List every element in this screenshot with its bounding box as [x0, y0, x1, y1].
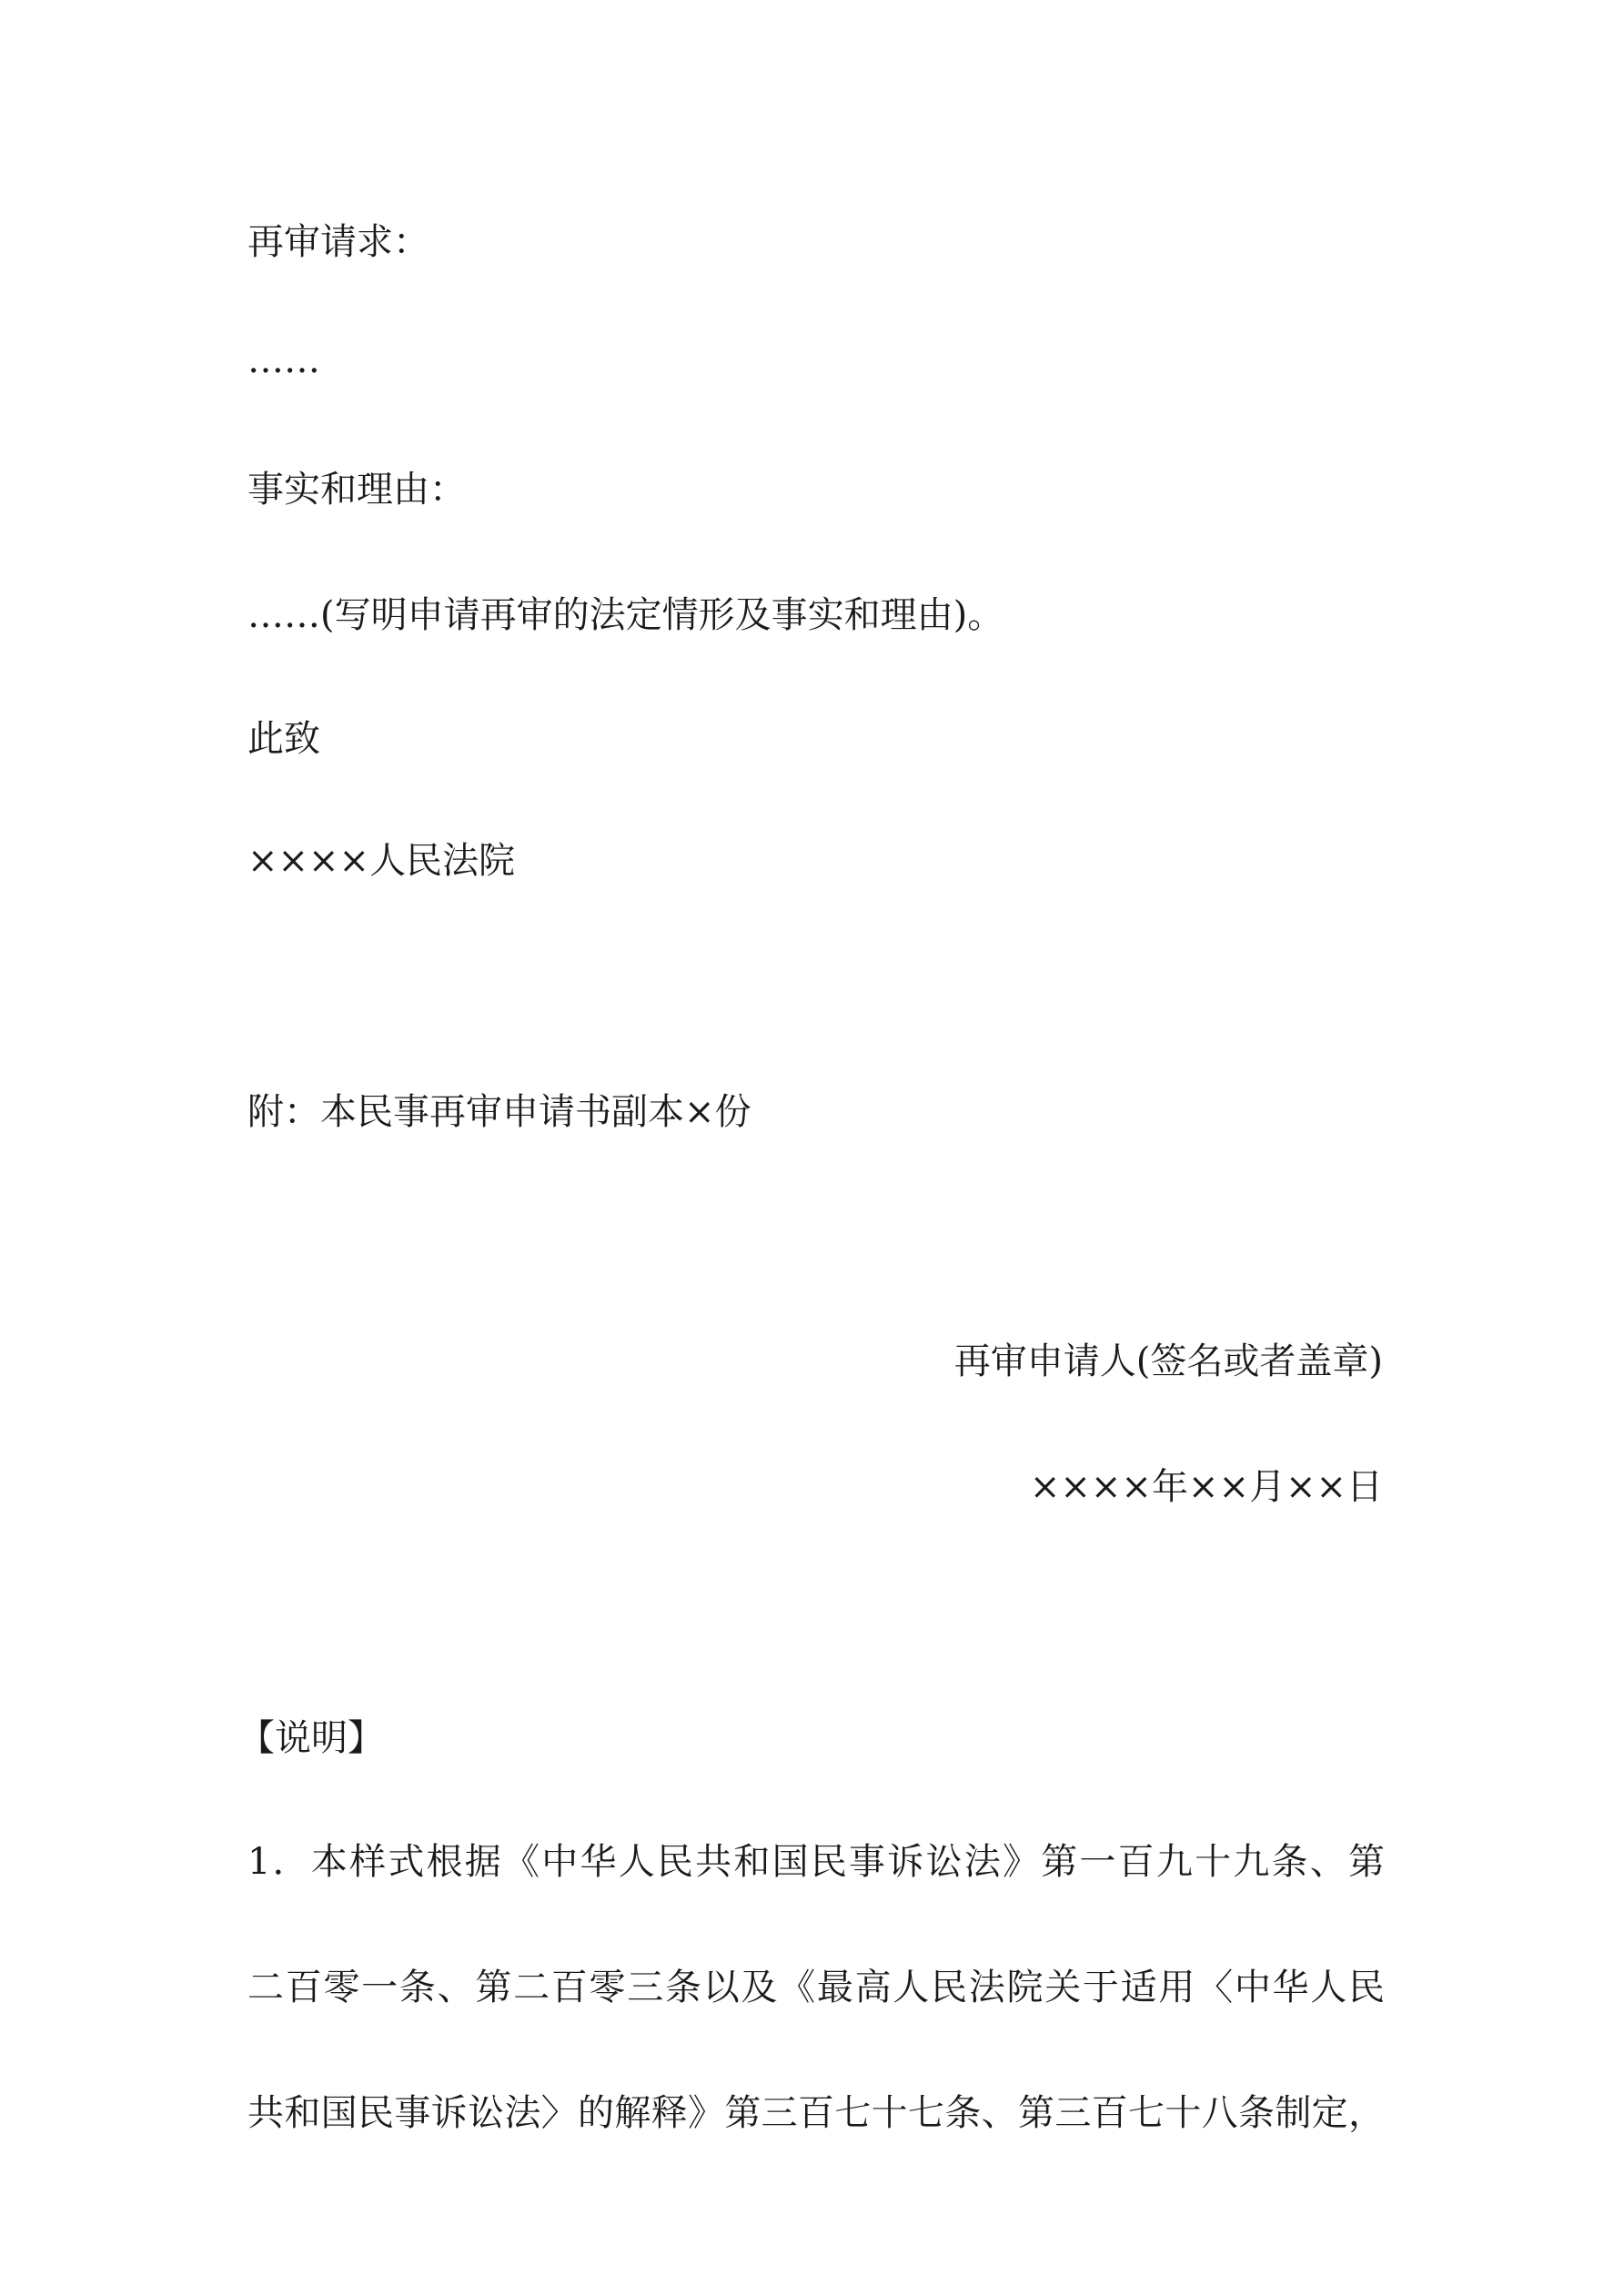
retrial-request-heading: 再审请求： — [247, 221, 429, 263]
court-name: ××××人民法院 — [247, 840, 516, 882]
facts-heading: 事实和理由： — [247, 469, 466, 511]
attachment-line: 附：本民事再审申请书副本×份 — [247, 1091, 751, 1133]
note-1-line-2: 二百零一条、第二百零三条以及《最高人民法院关于适用〈中华人民 — [247, 1967, 1385, 2008]
retrial-request-body: …… — [247, 339, 320, 381]
note-1-line-1: 1．本样式根据《中华人民共和国民事诉讼法》第一百九十九条、第 — [247, 1841, 1385, 1883]
notes-heading: 【说明】 — [238, 1717, 384, 1759]
note-paragraph-1 — [247, 1835, 1385, 2211]
signature-line: 再审申请人(签名或者盖章) — [953, 1340, 1383, 1382]
facts-body: ……(写明申请再审的法定情形及事实和理由)。 — [247, 594, 1004, 636]
date-line: ××××年××月××日 — [1029, 1466, 1383, 1508]
note-1-line-3: 共和国民事诉讼法〉的解释》第三百七十七条、第三百七十八条制定， — [247, 2092, 1385, 2134]
salutation: 此致 — [247, 718, 320, 760]
